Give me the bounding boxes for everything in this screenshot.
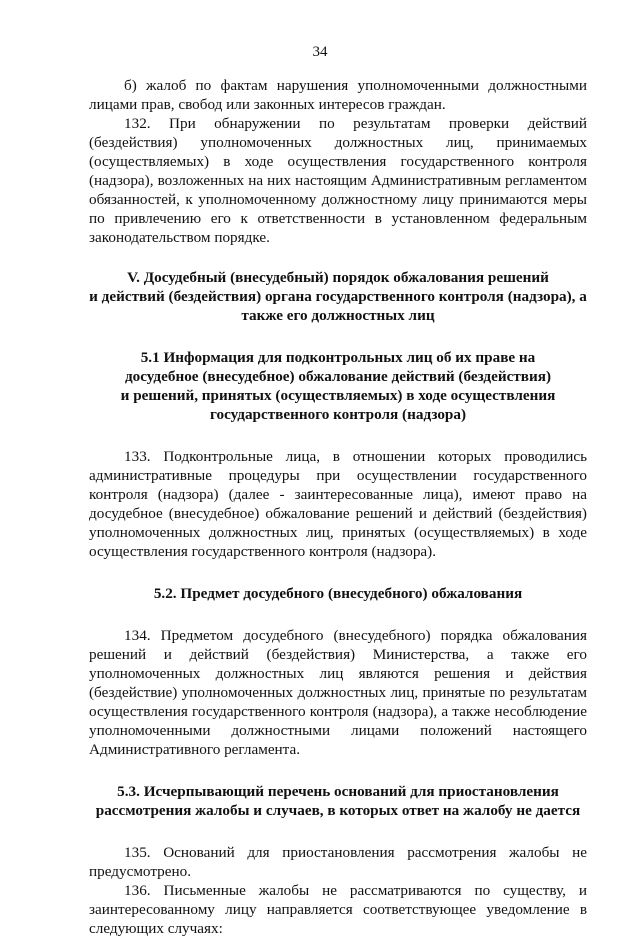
document-body	[89, 76, 587, 938]
section-5-1-heading-line3: и решений, принятых (осуществляемых) в ходе осуществления	[120, 387, 556, 404]
section-5-3-heading-line1: 5.3. Исчерпывающий перечень оснований для приостановления	[117, 783, 559, 800]
section-5-2-heading: 5.2. Предмет досудебного (внесудебного) обжалования	[153, 585, 523, 602]
paragraph-136: 136. Письменные жалобы не рассматриваются по существу, и заинтересованному лицу направляется соответствующее уведомление в следующих случаях:	[89, 882, 587, 937]
section-5-1-heading-line1: 5.1 Информация для подконтрольных лиц об их праве на	[140, 349, 536, 366]
section-5-1-heading-line2: досудебное (внесудебное) обжалование действий (бездействия)	[124, 368, 552, 385]
section-5-3-heading-line2: рассмотрения жалобы и случаев, в которых ответ на жалобу не дается	[95, 802, 581, 819]
section-5-3-heading	[89, 782, 587, 820]
page-number: 34	[312, 44, 328, 60]
section-5-1-heading	[89, 348, 587, 424]
paragraph-b: б) жалоб по фактам нарушения уполномоченными должностными лицами прав, свобод или законных интересов граждан.	[89, 77, 587, 113]
paragraph-133: 133. Подконтрольные лица, в отношении которых проводились административные процедуры при осуществлении государственного контроля (надзора) (далее - заинтересованные лица), имеют право на досудебное (внесудебное) обжалование решений и действий (бездействия) уполномоченных должностных лиц, принятых (осуществляемых) в ходе осуществления государственного контроля (надзора).	[89, 448, 587, 560]
section-v-heading-line3: также его должностных лиц	[241, 307, 435, 324]
paragraph-134: 134. Предметом досудебного (внесудебного) порядка обжалования решений и действий (бездействия) Министерства, а также его уполномоченных должностных лиц являются решения и действия (бездействие) уполномоченных должностных лиц, принятые по результатам осуществления государственного контроля (надзора), а также несоблюдение уполномоченными должностными лицами положений настоящего Административного регламента.	[89, 627, 587, 758]
section-v-heading-line1: V. Досудебный (внесудебный) порядок обжалования решений	[127, 269, 549, 286]
paragraph-132: 132. При обнаружении по результатам проверки действий (бездействия) уполномоченных должностных лиц, принимаемых (осуществляемых) в ходе осуществления государственного контроля (надзора), возложенных на них настоящим Административным регламентом обязанностей, к уполномоченному должностному лицу принимаются меры по привлечению его к ответственности в установленном федеральным законодательством порядке.	[89, 115, 587, 246]
paragraph-135: 135. Оснований для приостановления рассмотрения жалобы не предусмотрено.	[89, 844, 587, 880]
section-v-heading	[89, 268, 587, 325]
section-v-heading-line2: и действий (бездействия) органа государственного контроля (надзора), а	[89, 288, 587, 305]
section-5-1-heading-line4: государственного контроля (надзора)	[209, 406, 467, 423]
